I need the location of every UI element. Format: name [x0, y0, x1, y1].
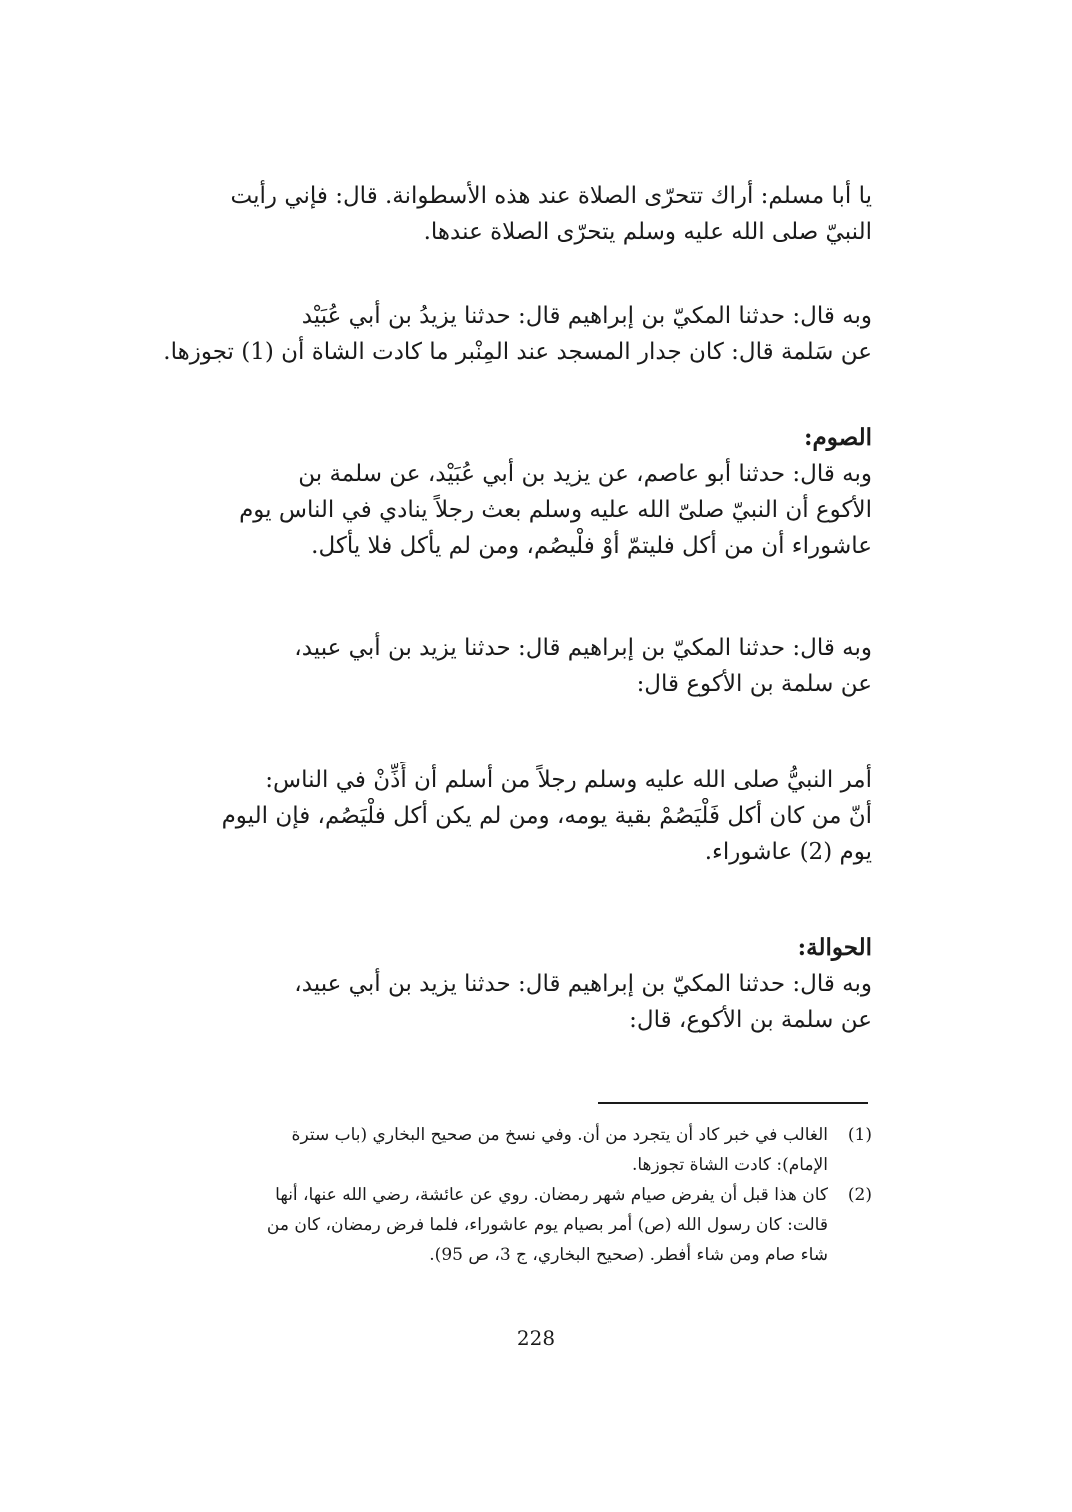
text-line: عن سلمة بن الأكوع، قال: [629, 1007, 872, 1033]
footnote-2 [160, 1180, 872, 1270]
section-heading: الصوم: [804, 424, 872, 451]
footnote-number: (2) [847, 1185, 872, 1205]
footnote-1 [160, 1120, 872, 1180]
text-line: أنّ من كان أكل فَلْيَصُمْ بقية يومه، ومن لم يكن أكل فلْيَصُم، فإن اليوم [221, 803, 872, 829]
paragraph-4 [160, 630, 872, 702]
page-number: 228 [516, 1326, 556, 1350]
footnote-line: كان هذا قبل أن يفرض صيام شهر رمضان. روي عن عائشة، رضي الله عنها، أنها [275, 1185, 828, 1205]
text-line: يوم (2) عاشوراء. [704, 839, 872, 865]
text-line: عن سَلمة قال: كان جدار المسجد عند المِنْبر ما كادت الشاة أن (1) تجوزها. [163, 339, 872, 365]
footnote-line: شاء صام ومن شاء أفطر. (صحيح البخاري، ج 3، ص 95). [429, 1245, 828, 1265]
text-line: يا أبا مسلم: أراك تتحرّى الصلاة عند هذه الأسطوانة. قال: فإني رأيت [230, 183, 872, 209]
section-fasting [160, 420, 872, 564]
footnote-line: قالت: كان رسول الله (ص) أمر بصيام يوم عاشوراء، فلما فرض رمضان، كان من [266, 1215, 828, 1235]
text-line: وبه قال: حدثنا المكيّ بن إبراهيم قال: حدثنا يزيدُ بن أبي عُبَيْد [301, 303, 872, 329]
text-line: النبيّ صلى الله عليه وسلم يتحرّى الصلاة عندها. [423, 219, 872, 245]
paragraph-5 [160, 762, 872, 870]
footnote-line: الإمام): كادت الشاة تجوزها. [631, 1155, 828, 1175]
text-line: وبه قال: حدثنا أبو عاصم، عن يزيد بن أبي عُبَيْد، عن سلمة بن [298, 461, 872, 487]
section-heading: الحوالة: [797, 934, 872, 961]
text-line: وبه قال: حدثنا المكيّ بن إبراهيم قال: حدثنا يزيد بن أبي عبيد، [294, 635, 872, 661]
section-hawala [160, 930, 872, 1038]
footnote-line: الغالب في خبر كاد أن يتجرد من أن. وفي نسخ من صحيح البخاري (باب سترة [291, 1125, 828, 1145]
text-line: وبه قال: حدثنا المكيّ بن إبراهيم قال: حدثنا يزيد بن أبي عبيد، [294, 971, 872, 997]
paragraph-1 [160, 178, 872, 250]
text-line: عن سلمة بن الأكوع قال: [636, 671, 872, 697]
footnotes [160, 1120, 872, 1270]
footnote-number: (1) [847, 1125, 872, 1145]
text-line: أمر النبيُّ صلى الله عليه وسلم رجلاً من أسلم أن أَذِّنْ في الناس: [265, 767, 872, 793]
text-line: الأكوع أن النبيّ صلىّ الله عليه وسلم بعث رجلاً ينادي في الناس يوم [239, 497, 872, 523]
text-line: عاشوراء أن من أكل فليتمّ أوْ فلْيصُم، ومن لم يأكل فلا يأكل. [311, 533, 872, 559]
footnote-divider [598, 1102, 868, 1104]
paragraph-2 [160, 298, 872, 370]
